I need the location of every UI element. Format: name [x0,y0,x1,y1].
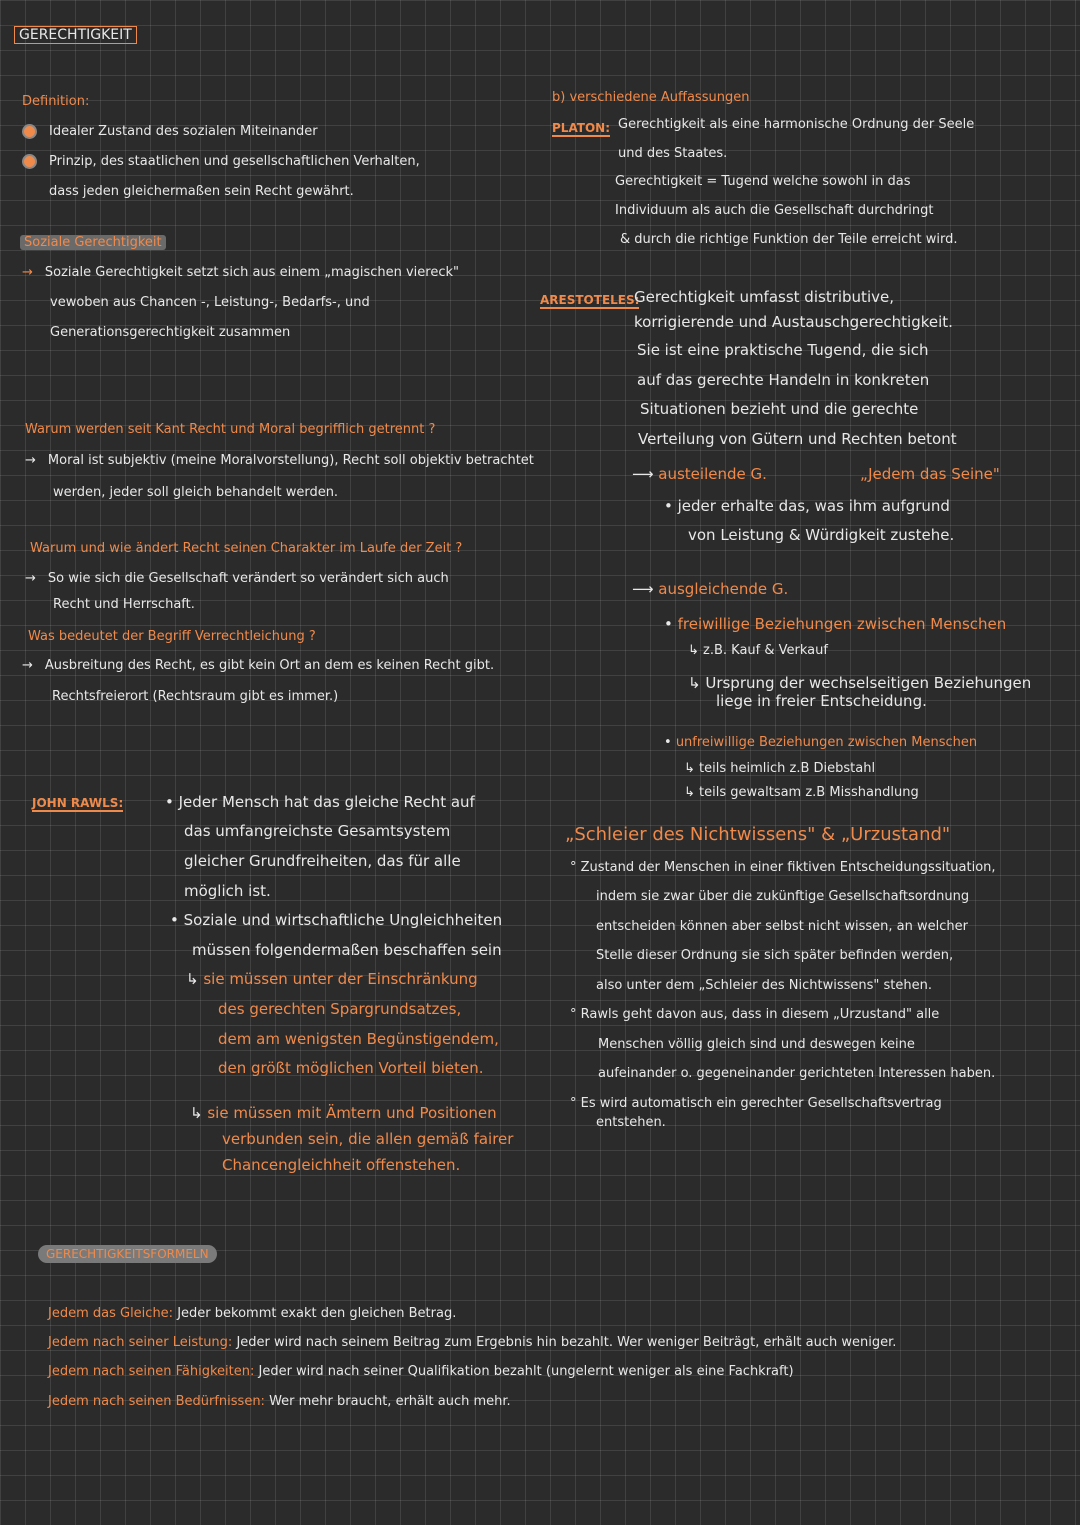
rawls-point-1-l3: gleicher Grundfreiheiten, das für alle [184,852,461,870]
platon-line-3: Gerechtigkeit = Tugend welche sowohl in das [615,174,911,189]
arrow-right-icon: → [25,571,36,586]
arrow-right-icon: ⟶ [632,580,659,598]
kant-question: Warum werden seit Kant Recht und Moral begrifflich getrennt ? [25,422,436,437]
page-title: GERECHTIGKEIT [14,24,137,43]
arrow-right-icon: ⟶ [632,465,659,483]
formel-row-4: Jedem nach seinen Bedürfnissen: Wer mehr braucht, erhält auch mehr. [48,1394,511,1409]
platon-label: PLATON: [552,121,611,135]
austeilend-line-1: • jeder erhalte das, was ihm aufgrund [664,497,950,515]
definition-item-2-cont: dass jeden gleichermaßen sein Recht gewährt. [49,184,354,199]
auffassungen-heading: b) verschiedene Auffassungen [552,90,750,105]
formel-row-1: Jedem das Gleiche: Jeder bekommt exakt den gleichen Betrag. [48,1306,457,1321]
rawls-point-2-l2: müssen folgendermaßen beschaffen sein [192,941,502,959]
rawls-sub-2-l3: Chancengleichheit offenstehen. [222,1156,461,1174]
platon-line-1: Gerechtigkeit als eine harmonische Ordnung der Seele [618,117,975,132]
rawls-sub-1-l2: des gerechten Spargrundsatzes, [218,1000,462,1018]
aristoteles-label: ARESTOTELES: [540,293,640,307]
unfreiwillig-sub-1: ↳ teils heimlich z.B Diebstahl [684,761,876,776]
arrow-return-icon: ↳ [684,761,700,776]
rawls-sub-1-l3: dem am wenigsten Begünstigendem, [218,1030,499,1048]
freiwillig-sub-2b: liege in freier Entscheidung. [716,692,927,710]
schleier-p3-l2: entstehen. [596,1115,666,1130]
definition-item-2: Prinzip, des staatlichen und gesellschaftlichen Verhalten, [22,147,420,177]
formeln-heading: GERECHTIGKEITSFORMELN [38,1239,217,1270]
freiwillig-sub-1: ↳ z.B. Kauf & Verkauf [688,643,828,658]
arrow-return-icon: ↳ [190,1104,208,1122]
schleier-p1-l4: Stelle dieser Ordnung sie sich später befinden werden, [596,948,954,963]
wandel-line-2: Recht und Herrschaft. [53,597,195,612]
wandel-line-1: → So wie sich die Gesellschaft verändert so verändert sich auch [25,571,449,586]
unfreiwillig-sub-2: ↳ teils gewaltsam z.B Misshandlung [684,785,919,800]
soziale-line-1: → Soziale Gerechtigkeit setzt sich aus einem „magischen viereck" [22,265,459,280]
rechtleichung-line-2: Rechtsfreierort (Rechtsraum gibt es immer.) [52,689,339,704]
arrow-return-icon: ↳ [688,643,704,658]
rawls-point-2: • Soziale und wirtschaftliche Ungleichheiten [170,911,503,929]
aristoteles-line-4: auf das gerechte Handeln in konkreten [637,371,930,389]
aristoteles-line-3: Sie ist eine praktische Tugend, die sich [637,341,929,359]
aristoteles-line-6: Verteilung von Gütern und Rechten betont [638,430,957,448]
schleier-p1-l2: indem sie zwar über die zukünftige Gesellschaftsordnung [596,889,970,904]
aristoteles-line-5: Situationen bezieht und die gerechte [640,400,919,418]
schleier-p2-l1: ° Rawls geht davon aus, dass in diesem „Urzustand" alle [570,1007,940,1022]
formel-row-2: Jedem nach seiner Leistung: Jeder wird nach seinem Beitrag zum Ergebnis hin bezahlt. Wer weniger Beiträgt, erhält auch weniger. [48,1335,897,1350]
arrow-return-icon: ↳ [684,785,700,800]
platon-line-4: Individuum als auch die Gesellschaft durchdringt [615,203,934,218]
schleier-p3-l1: ° Es wird automatisch ein gerechter Gesellschaftsvertrag [570,1096,942,1111]
kant-line-2: werden, jeder soll gleich behandelt werden. [53,485,339,500]
schleier-p1-l3: entscheiden können aber selbst nicht wissen, an welcher [596,919,968,934]
arrow-right-icon: → [22,265,33,280]
rechtleichung-line-1: → Ausbreitung des Recht, es gibt kein Ort an dem es keinen Recht gibt. [22,658,495,673]
rawls-point-1: • Jeder Mensch hat das gleiche Recht auf [165,793,475,811]
schleier-p1-l1: ° Zustand der Menschen in einer fiktiven Entscheidungssituation, [570,860,996,875]
rawls-sub-2-l2: verbunden sein, die allen gemäß fairer [222,1130,514,1148]
rawls-label: JOHN RAWLS: [32,796,124,810]
wandel-question: Warum und wie ändert Recht seinen Charakter im Laufe der Zeit ? [30,541,463,556]
ausgleichend-label: ⟶ ausgleichende G. [632,580,789,598]
aristoteles-line-1: Gerechtigkeit umfasst distributive, [634,288,894,306]
rawls-point-1-l4: möglich ist. [184,882,271,900]
platon-line-5: & durch die richtige Funktion der Teile erreicht wird. [620,232,958,247]
arrow-right-icon: → [25,453,36,468]
kant-line-1: → Moral ist subjektiv (meine Moralvorstellung), Recht soll objektiv betrachtet [25,453,534,468]
arrow-return-icon: ↳ [186,970,204,988]
bullet-icon [22,154,37,169]
aristoteles-line-2: korrigierende und Austauschgerechtigkeit. [634,313,953,331]
soziale-line-2: vewoben aus Chancen -, Leistung-, Bedarfs-, und [50,295,370,310]
definition-heading: Definition: [22,94,90,109]
arrow-right-icon: → [22,658,33,673]
platon-line-2: und des Staates. [618,146,728,161]
rawls-sub-1-l4: den größt möglichen Vorteil bieten. [218,1059,484,1077]
schleier-p2-l3: aufeinander o. gegeneinander gerichteten Interessen haben. [598,1066,996,1081]
austeilend-quote: „Jedem das Seine" [860,465,1000,483]
schleier-p1-l5: also unter dem „Schleier des Nichtwissens" stehen. [596,978,932,993]
rawls-sub-2-l1: ↳ sie müssen mit Ämtern und Positionen [190,1104,497,1122]
arrow-return-icon: ↳ [688,674,706,692]
rawls-point-1-l2: das umfangreichste Gesamtsystem [184,822,451,840]
freiwillig-line: • freiwillige Beziehungen zwischen Menschen [664,615,1007,633]
definition-item-1: Idealer Zustand des sozialen Miteinander [22,117,318,147]
formel-row-3: Jedem nach seinen Fähigkeiten: Jeder wird nach seiner Qualifikation bezahlt (ungelernt weniger als eine Fachkraft) [48,1364,794,1379]
austeilend-line-2: von Leistung & Würdigkeit zustehe. [688,526,955,544]
soziale-heading: Soziale Gerechtigkeit [20,228,166,258]
freiwillig-sub-2a: ↳ Ursprung der wechselseitigen Beziehungen [688,674,1032,692]
soziale-line-3: Generationsgerechtigkeit zusammen [50,325,291,340]
rawls-sub-1-l1: ↳ sie müssen unter der Einschränkung [186,970,478,988]
schleier-p2-l2: Menschen völlig gleich sind und deswegen keine [598,1037,915,1052]
rechtleichung-question: Was bedeutet der Begriff Verrechtleichung ? [28,629,316,644]
austeilend-label: ⟶ austeilende G. [632,465,767,483]
schleier-heading: „Schleier des Nichtwissens" & „Urzustand" [565,824,951,845]
bullet-icon [22,124,37,139]
unfreiwillig-line: • unfreiwillige Beziehungen zwischen Menschen [664,735,978,750]
